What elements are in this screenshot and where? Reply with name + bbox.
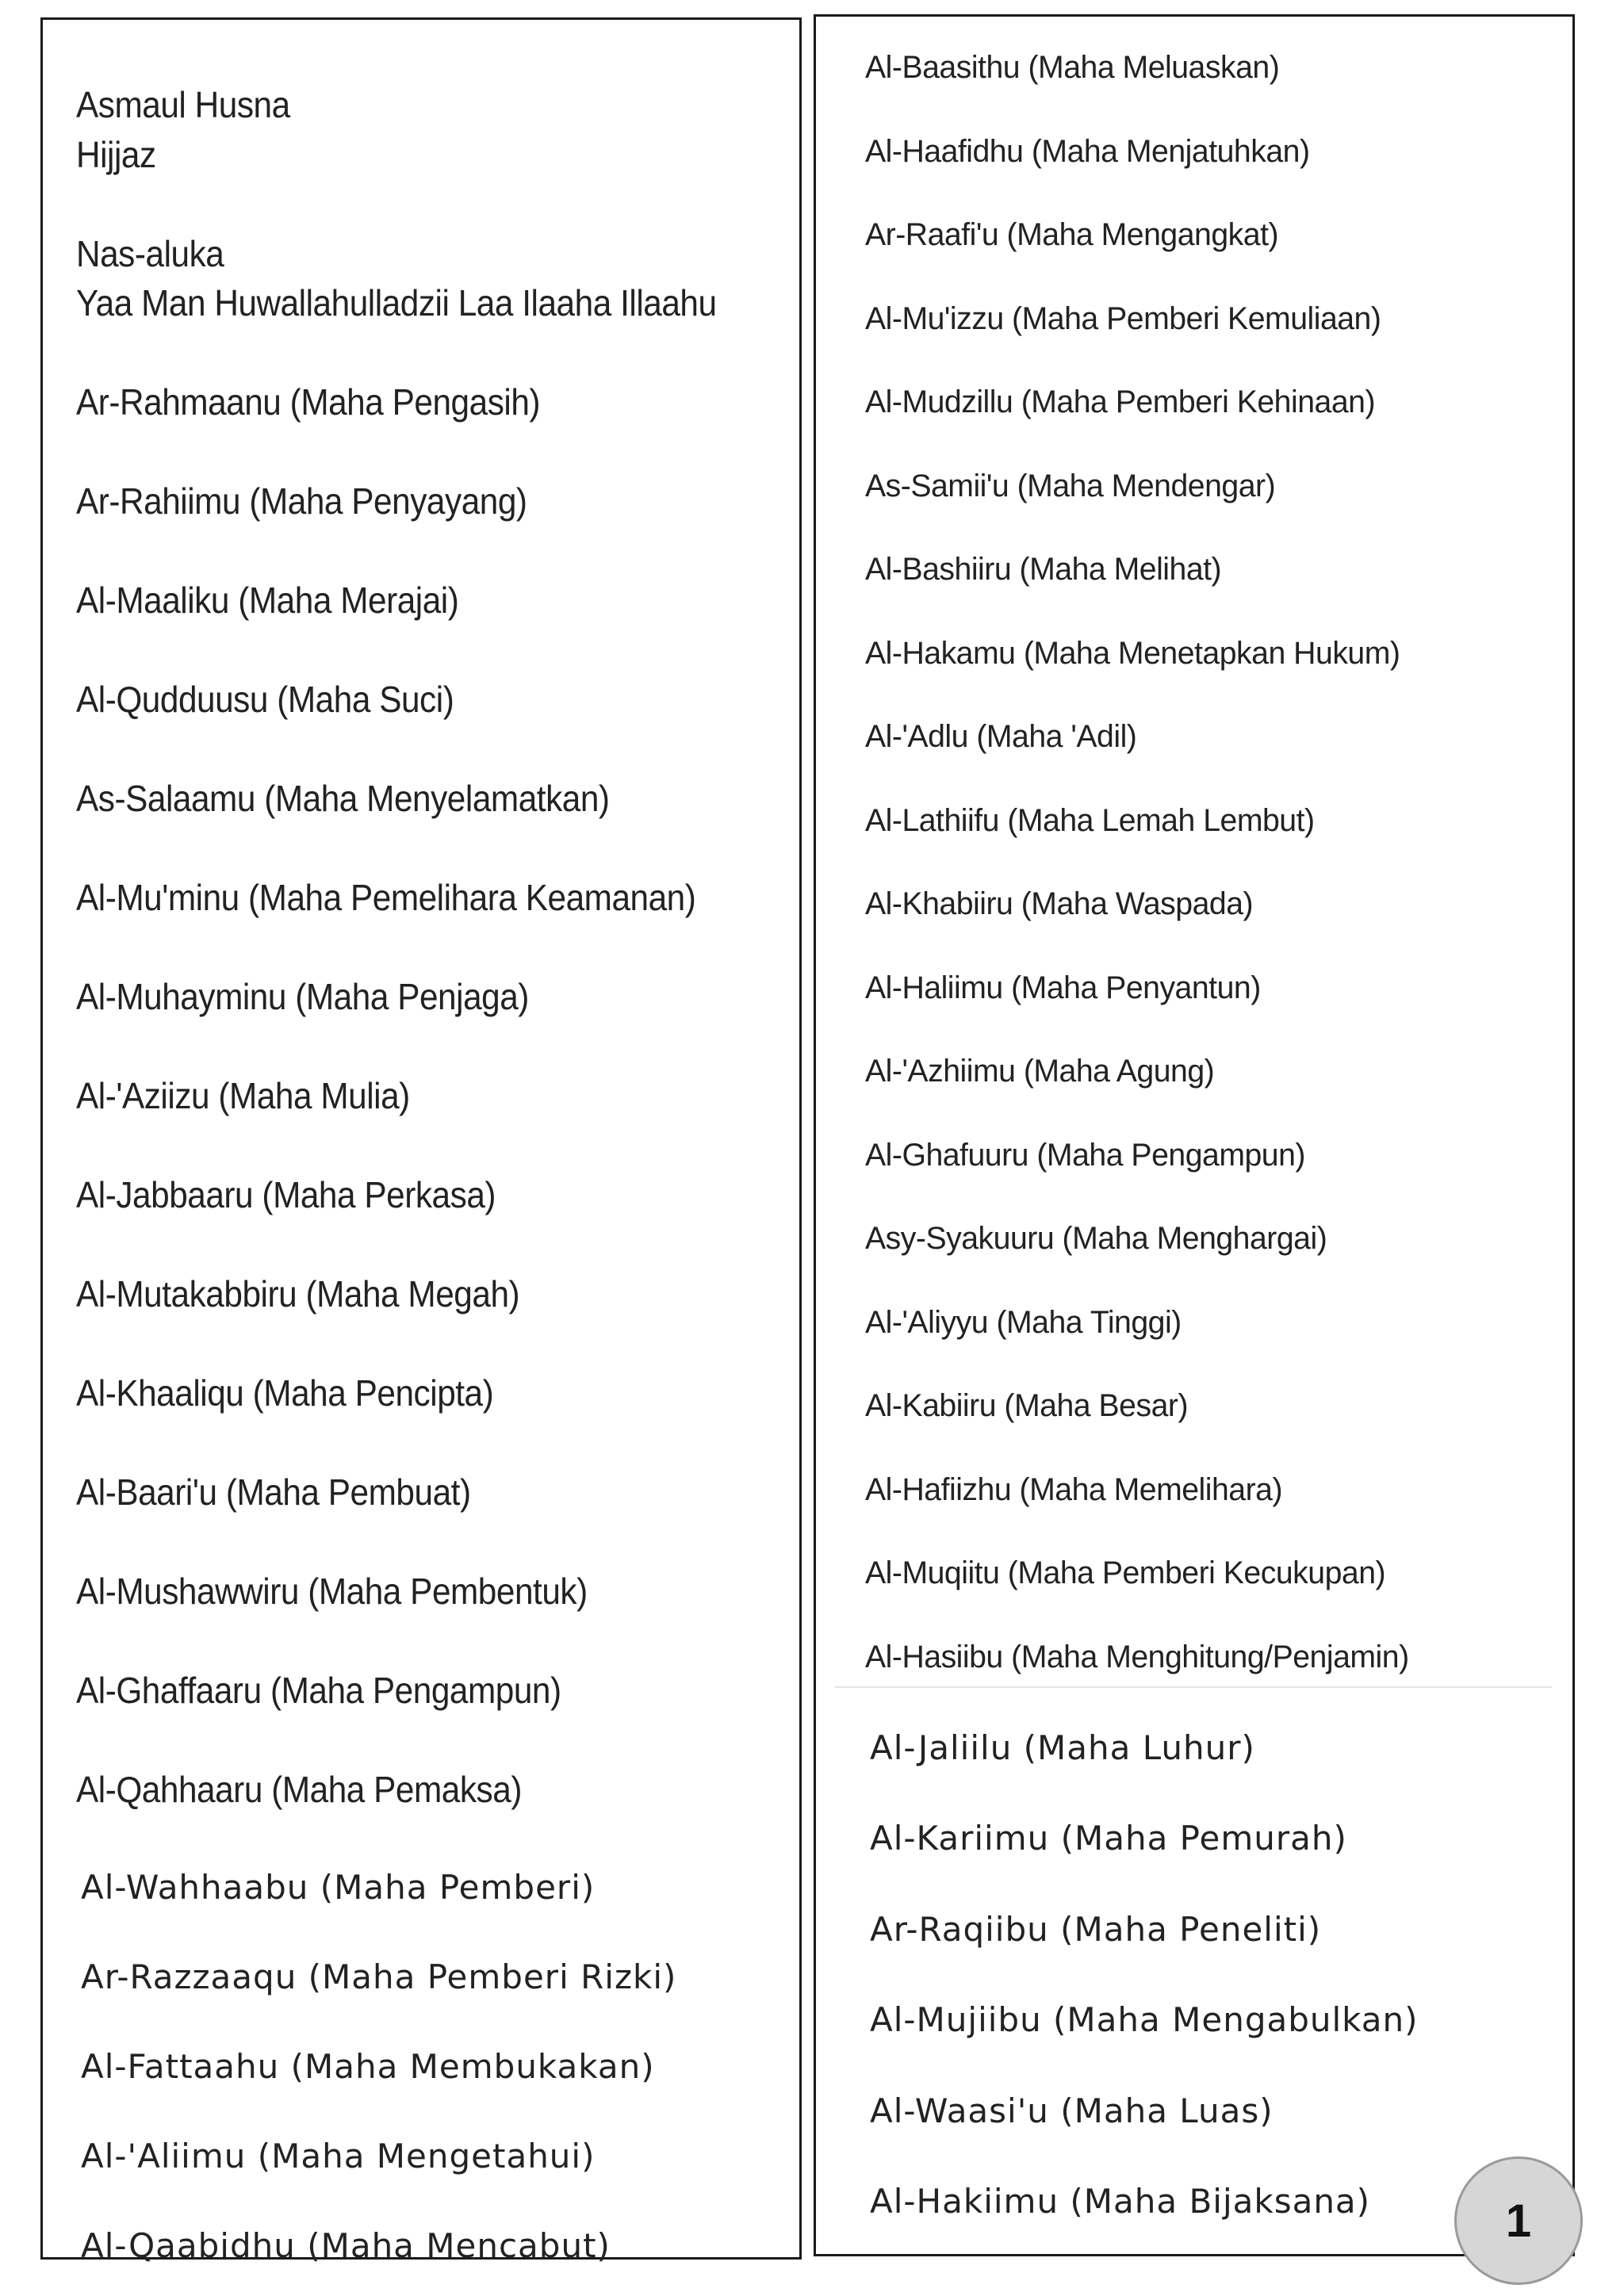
name-item: Al-Mushawwiru (Maha Pembentuk) <box>76 1571 588 1612</box>
name-item: Al-Muhayminu (Maha Penjaga) <box>76 976 529 1017</box>
name-item: Al-'Adlu (Maha 'Adil) <box>865 719 1137 754</box>
name-item: Al-Muqiitu (Maha Pemberi Kecukupan) <box>865 1556 1386 1590</box>
name-item: Al-Mujiibu (Maha Mengabulkan) <box>870 2000 1419 2039</box>
name-item: Al-'Aliimu (Maha Mengetahui) <box>81 2137 596 2175</box>
name-item: Al-Haafidhu (Maha Menjatuhkan) <box>865 134 1310 169</box>
intro-line: Nas-aluka <box>76 233 224 274</box>
section-divider <box>835 1686 1552 1688</box>
right-column-panel <box>814 14 1575 2256</box>
name-item: Al-Qudduusu (Maha Suci) <box>76 679 454 720</box>
name-item: Ar-Raqiibu (Maha Peneliti) <box>870 1910 1322 1949</box>
name-item: Al-Waasi'u (Maha Luas) <box>870 2091 1274 2130</box>
name-item: Al-'Azhiimu (Maha Agung) <box>865 1054 1215 1089</box>
name-item: Al-Mutakabbiru (Maha Megah) <box>76 1273 520 1314</box>
name-item: Al-Lathiifu (Maha Lemah Lembut) <box>865 803 1315 838</box>
name-item: Al-Ghaffaaru (Maha Pengampun) <box>76 1670 561 1711</box>
name-item: As-Salaamu (Maha Menyelamatkan) <box>76 778 610 819</box>
name-item: Al-Qahhaaru (Maha Pemaksa) <box>76 1769 522 1810</box>
name-item: Al-Hakamu (Maha Menetapkan Hukum) <box>865 636 1400 671</box>
name-item: Al-Qaabidhu (Maha Mencabut) <box>81 2226 611 2265</box>
name-item: Al-Hafiizhu (Maha Memelihara) <box>865 1472 1283 1507</box>
page-number-badge: 1 <box>1454 2156 1583 2285</box>
left-column-panel <box>40 17 802 2265</box>
name-item: Al-Baasithu (Maha Meluaskan) <box>865 50 1280 85</box>
name-item: Al-Khabiiru (Maha Waspada) <box>865 886 1254 921</box>
name-item: Al-Hasiibu (Maha Menghitung/Penjamin) <box>865 1640 1409 1674</box>
name-item: Al-Mu'izzu (Maha Pemberi Kemuliaan) <box>865 301 1381 336</box>
name-item: Ar-Raafi'u (Maha Mengangkat) <box>865 217 1279 252</box>
name-item: Al-'Aliyyu (Maha Tinggi) <box>865 1305 1182 1340</box>
intro-line-2: Yaa Man Huwallahulladzii Laa Ilaaha Illaahu <box>76 282 717 323</box>
artist-name: Hijjaz <box>76 134 156 175</box>
name-item: Al-'Aziizu (Maha Mulia) <box>76 1075 410 1116</box>
name-item: Al-Mudzillu (Maha Pemberi Kehinaan) <box>865 385 1376 419</box>
name-item: Al-Mu'minu (Maha Pemelihara Keamanan) <box>76 877 696 918</box>
name-item: Ar-Rahiimu (Maha Penyayang) <box>76 480 527 522</box>
name-item: Al-Hakiimu (Maha Bijaksana) <box>870 2182 1371 2221</box>
name-item: Ar-Rahmaanu (Maha Pengasih) <box>76 381 541 423</box>
name-item: Al-Wahhaabu (Maha Pemberi) <box>81 1868 596 1907</box>
name-item: Al-Jabbaaru (Maha Perkasa) <box>76 1174 496 1215</box>
name-item: Al-Maaliku (Maha Merajai) <box>76 580 459 621</box>
name-item: Asy-Syakuuru (Maha Menghargai) <box>865 1221 1327 1256</box>
name-item: Al-Jaliilu (Maha Luhur) <box>870 1728 1255 1767</box>
name-item: Al-Khaaliqu (Maha Pencipta) <box>76 1372 494 1414</box>
name-item: Al-Bashiiru (Maha Melihat) <box>865 552 1222 587</box>
name-item: Al-Kabiiru (Maha Besar) <box>865 1388 1189 1423</box>
name-item: Al-Haliimu (Maha Penyantun) <box>865 970 1261 1005</box>
name-item: Al-Fattaahu (Maha Membukakan) <box>81 2047 655 2086</box>
name-item: As-Samii'u (Maha Mendengar) <box>865 469 1276 503</box>
song-title: Asmaul Husna <box>76 84 290 125</box>
name-item: Al-Kariimu (Maha Pemurah) <box>870 1819 1347 1858</box>
name-item: Ar-Razzaaqu (Maha Pemberi Rizki) <box>81 1957 677 1996</box>
name-item: Al-Baari'u (Maha Pembuat) <box>76 1471 471 1513</box>
name-item: Al-Ghafuuru (Maha Pengampun) <box>865 1138 1305 1173</box>
